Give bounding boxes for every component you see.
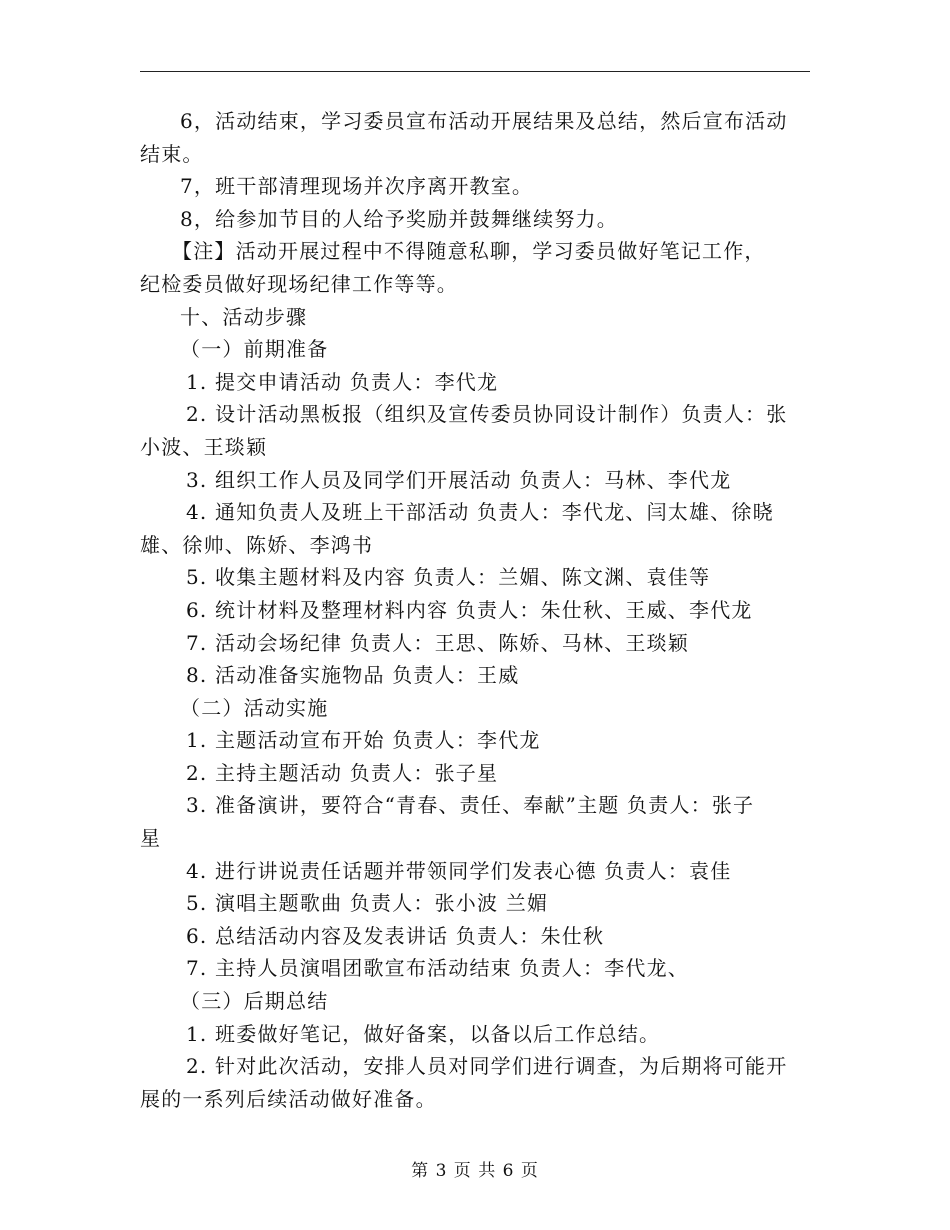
paragraph-note-line1: 【注】活动开展过程中不得随意私聊，学习委员做好笔记工作， [172,239,766,264]
post-item-2: 2. 针对此次活动，安排人员对同学们进行调查，为后期将可能开 [186,1054,788,1079]
prep-item-5: 5. 收集主题材料及内容 负责人：兰媚、陈文渊、袁佳等 [186,565,711,590]
prep-item-6: 6. 统计材料及整理材料内容 负责人：朱仕秋、王威、李代龙 [186,597,753,622]
paragraph-item6-line2: 结束。 [140,141,204,166]
prep-item-2-cont: 小波、王琰颖 [140,434,268,459]
paragraph-item8: 8，给参加节目的人给予奖励并鼓舞继续努力。 [180,206,618,231]
subheading-impl: （二）活动实施 [180,695,329,720]
subheading-post: （三）后期总结 [180,989,329,1014]
section-heading-ten: 十、活动步骤 [180,304,308,329]
impl-item-3-cont: 星 [140,826,162,851]
impl-item-1: 1. 主题活动宣布开始 负责人：李代龙 [186,728,541,753]
prep-item-8: 8. 活动准备实施物品 负责人：王威 [186,663,520,688]
page-number-label: 第 3 页 共 6 页 [411,1161,539,1181]
prep-item-2: 2. 设计活动黑板报（组织及宣传委员协同设计制作）负责人：张 [186,402,788,427]
prep-item-1: 1. 提交申请活动 负责人：李代龙 [186,369,499,394]
document-body [140,105,810,1115]
post-item-2-cont: 展的一系列后续活动做好准备。 [140,1086,437,1111]
prep-item-3: 3. 组织工作人员及同学们开展活动 负责人：马林、李代龙 [186,467,732,492]
header-rule [140,71,810,72]
prep-item-4: 4. 通知负责人及班上干部活动 负责人：李代龙、闫太雄、徐晓 [186,500,774,525]
paragraph-item6-line1: 6，活动结束，学习委员宣布活动开展结果及总结，然后宣布活动 [180,109,788,133]
subheading-prep: （一）前期准备 [180,337,329,362]
impl-item-7: 7. 主持人员演唱团歌宣布活动结束 负责人：李代龙、 [186,956,689,981]
prep-item-7: 7. 活动会场纪律 负责人：王思、陈娇、马林、王琰颖 [186,630,689,655]
paragraph-note-line2: 纪检委员做好现场纪律工作等等。 [140,271,458,296]
page-footer [0,1156,950,1181]
impl-item-3: 3. 准备演讲，要符合“青春、责任、奉献”主题 负责人：张子 [186,793,755,818]
impl-item-2: 2. 主持主题活动 负责人：张子星 [186,760,499,785]
impl-item-6: 6. 总结活动内容及发表讲话 负责人：朱仕秋 [186,923,605,948]
post-item-1: 1. 班委做好笔记，做好备案，以备以后工作总结。 [186,1021,661,1046]
prep-item-4-cont: 雄、徐帅、陈娇、李鸿书 [140,532,374,557]
paragraph-item7: 7，班干部清理现场并次序离开教室。 [180,174,534,199]
impl-item-5: 5. 演唱主题歌曲 负责人：张小波 兰媚 [186,891,549,916]
impl-item-4: 4. 进行讲说责任话题并带领同学们发表心德 负责人：袁佳 [186,858,732,883]
